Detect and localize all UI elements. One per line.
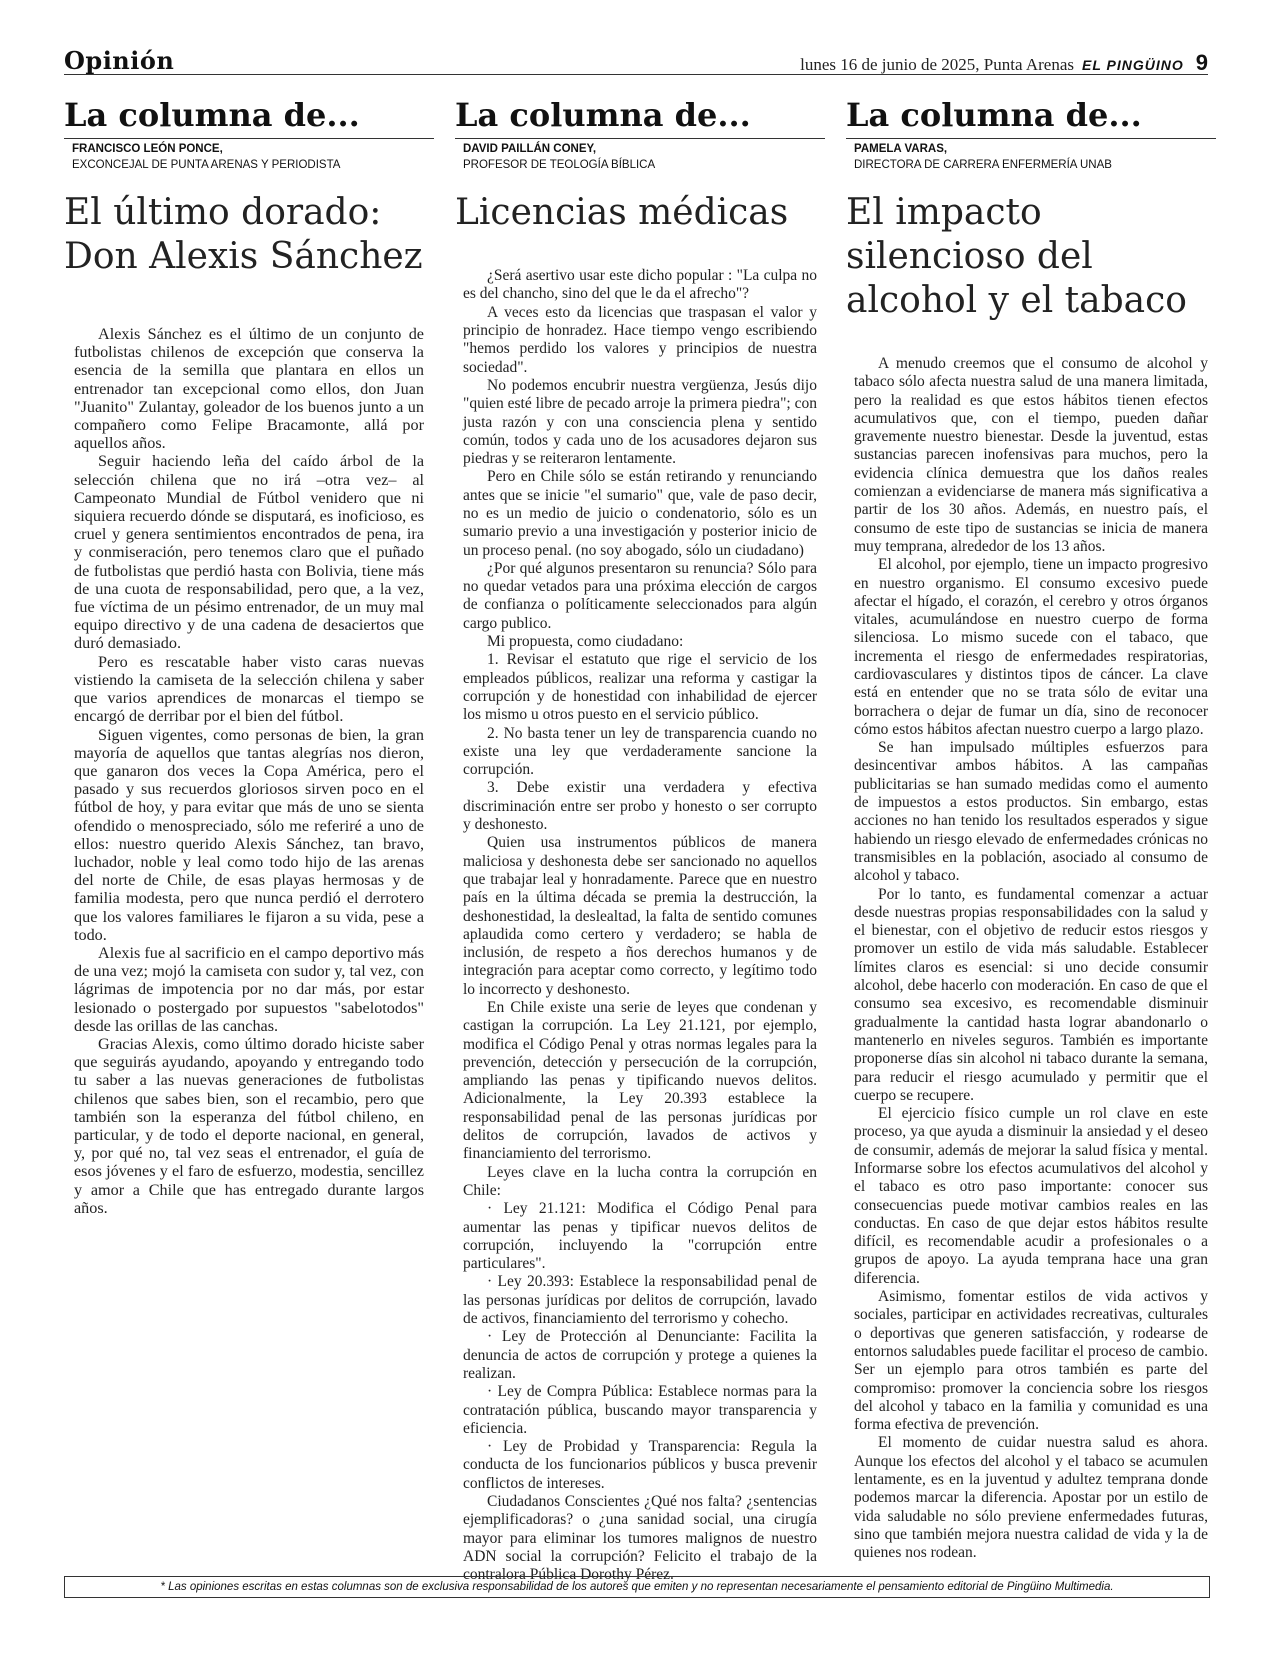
column-varas (846, 98, 1216, 1563)
article-paragraph: Siguen vigentes, como personas de bien, la gran mayoría de aquellos que tantas alegrías nos dieron, que ganaron dos veces la Copa América, pero el pasado y sus recuerdos gloriosos sirven poco en el fútbol de hoy, y para evitar que más de uno se sienta ofendido o menospreciado, sólo me referiré a uno de ellos: nuestro querido Alexis Sánchez, tan bravo, luchador, noble y leal como todo hijo de las arenas del norte de Chile, de esas playas hermosas y de familia modesta, pero que nunca perdió el derrotero que los valores familiares le fijaron a su vida, pese a todo. (74, 725, 424, 944)
byline (455, 142, 825, 173)
header-meta (800, 50, 1208, 76)
author-name: PAMELA VARAS, (854, 143, 948, 156)
disclaimer-footer: * Las opiniones escritas en estas columnas son de exclusiva responsabilidad de los autores que emiten y no representan necesariamente el pensamiento editorial de Pingüino Multimedia. (64, 1576, 1210, 1598)
article-paragraph: El ejercicio físico cumple un rol clave en este proceso, ya que ayuda a disminuir la ansiedad y el deseo de consumir, además de mejorar la salud física y mental. Informarse sobre los efectos acumulativos del alcohol y el tabaco es otro paso importante: conocer sus consecuencias puede motivar cambios reales en las conductas. En caso de que dejar estos hábitos resulte difícil, es recomendable acudir a profesionales o a grupos de apoyo. La ayuda temprana hace una gran diferencia. (854, 1105, 1208, 1287)
article-body (455, 267, 825, 1584)
byline (846, 142, 1216, 173)
issue-date: lunes 16 de junio de 2025, Punta Arenas (800, 55, 1074, 74)
author-name: DAVID PAILLÁN CONEY, (463, 143, 597, 156)
article-paragraph: Se han impulsado múltiples esfuerzos para desincentivar ambos hábitos. A las campañas publicitarias se han sumado medidas como el aumento de impuestos a estos productos. Sin embargo, estas acciones no han tenido los resultados esperados y sigue habiendo un riesgo elevado de enfermedades crónicas no transmisibles en la población, asociado al consumo de alcohol y tabaco. (854, 739, 1208, 885)
author-name: FRANCISCO LEÓN PONCE, (72, 143, 223, 156)
article-paragraph: 2. No basta tener un ley de transparencia cuando no existe una ley que verdaderamente sancione la corrupción. (463, 724, 817, 779)
article-paragraph: Pero es rescatable haber visto caras nuevas vistiendo la camiseta de la selección chilena y saber que varios aprendices de monarcas el tiempo se encargó de derribar por el bien del fútbol. (74, 652, 424, 726)
column-kicker: La columna de... (64, 98, 434, 139)
section-title: Opinión (64, 46, 175, 75)
article-paragraph: Gracias Alexis, como último dorado hiciste saber que seguirás ayudando, apoyando y entregando todo tu saber a las nuevas generaciones de futbolistas chilenos que sabes bien, son el recambio, pero que también son la esperanza del fútbol chileno, en particular, y de todo el deporte nacional, en general, y, por qué no, tal vez seas el entrenador, el guía de esos jóvenes y el faro de esfuerzo, modestia, sencillez y amor a Chile que has entregado durante largos años. (74, 1034, 424, 1217)
author-role: EXCONCEJAL DE PUNTA ARENAS Y PERIODISTA (72, 158, 341, 171)
author-role: DIRECTORA DE CARRERA ENFERMERÍA UNAB (854, 158, 1112, 171)
article-headline: El impacto silencioso del alcohol y el tabaco (846, 192, 1187, 322)
article-paragraph: Ciudadanos Conscientes ¿Qué nos falta? ¿sentencias ejemplificadoras? o ¿una sanidad social, una cirugía mayor para eliminar los tumores malignos de nuestro ADN social la corrupción? Felicito el trabajo de la contralora Pública Dorothy Pérez. (463, 1493, 817, 1584)
byline (64, 142, 434, 173)
article-paragraph: A veces esto da licencias que traspasan el valor y principio de honradez. Hace tiempo vengo escribiendo "hemos perdido los valores y principios de nuestra sociedad". (463, 303, 817, 376)
article-paragraph: A menudo creemos que el consumo de alcohol y tabaco sólo afecta nuestra salud de una manera limitada, pero la realidad es que estos hábitos tienen efectos acumulativos que, con el tiempo, pueden dañar gravemente nuestro bienestar. Desde la juventud, estas sustancias parecen inofensivas para muchos, pero la evidencia clínica demuestra que los daños reales comienzan a evidenciarse de manera más significativa a partir de los 30 años. Además, en nuestro país, el consumo de este tipo de sustancias se inicia de manera muy temprana, alrededor de los 13 años. (854, 354, 1208, 555)
article-paragraph: El alcohol, por ejemplo, tiene un impacto progresivo en nuestro organismo. El consumo excesivo puede afectar el hígado, el corazón, el cerebro y otros órganos vitales, acumulándose en nuestro cuerpo de forma silenciosa. Lo mismo sucede con el tabaco, que incrementa el riesgo de enfermedades respiratorias, cardiovasculares y distintos tipos de cáncer. La clave está en entender que no se trata sólo de evitar una borrachera o dejar de fumar un día, sino de reconocer cómo estos hábitos afectan nuestro cuerpo a largo plazo. (854, 556, 1208, 738)
article-paragraph: El momento de cuidar nuestra salud es ahora. Aunque los efectos del alcohol y el tabaco se acumulen lentamente, es en la juventud y adultez temprana donde podemos marcar la diferencia. Apostar por un estilo de vida saludable no sólo previene enfermedades futuras, sino que también mejora nuestra calidad de vida y la de quienes nos rodean. (854, 1434, 1208, 1562)
article-paragraph: Mi propuesta, como ciudadano: (487, 633, 684, 651)
author-role: PROFESOR DE TEOLOGÍA BÍBLICA (463, 158, 656, 171)
article-paragraph: ¿Será asertivo usar este dicho popular : "La culpa no es del chancho, sino del que le da el afrecho"? (463, 267, 817, 303)
article-paragraph: Pero en Chile sólo se están retirando y renunciando antes que se inicie "el sumario" que, vale de paso decir, no es un medio de juicio o condenatorio, sólo es un sumario previo a una investigación y posterior inicio de un proceso penal. (no soy abogado, sólo un ciudadano) (463, 468, 817, 559)
article-paragraph: ¿Por qué algunos presentaron su renuncia? Sólo para no quedar vetados para una próxima elección de cargos de confianza o políticamente seleccionados para algún cargo publico. (463, 559, 817, 632)
article-body (64, 325, 434, 1217)
article-paragraph: · Ley 21.121: Modifica el Código Penal para aumentar las penas y tipificar nuevos delitos de corrupción, incluyendo la "corrupción entre particulares". (463, 1200, 817, 1273)
article-headline: Licencias médicas (455, 192, 789, 234)
page-number: 9 (1195, 50, 1208, 75)
article-paragraph: · Ley de Protección al Denunciante: Facilita la denuncia de actos de corrupción y protege a quienes la realizan. (463, 1328, 817, 1382)
article-paragraph: 1. Revisar el estatuto que rige el servicio de los empleados públicos, realizar una reforma y castigar la corrupción y de honestidad con inhabilidad de ejercer los mismo u otros puesto en el servicio público. (463, 651, 817, 724)
article-body (846, 355, 1216, 1563)
article-paragraph: Alexis fue al sacrificio en el campo deportivo más de una vez; mojó la camiseta con sudor y, tal vez, con lágrimas de impotencia por no dar más, por estar lesionado o postergado por supuestos "sabelotodos" desde las orillas de las canchas. (74, 943, 424, 1035)
newspaper-logo: EL PINGÜINO (1081, 57, 1184, 73)
article-paragraph: Por lo tanto, es fundamental comenzar a actuar desde nuestras propias responsabilidades con la salud y el bienestar, con el objetivo de reducir estos riesgos y promover un estilo de vida más saludable. Establecer límites claros es esencial: si uno decide consumir alcohol, debe hacerlo con moderación. En caso de que el consumo sea excesivo, es recomendable disminuir gradualmente la cantidad hasta lograr abandonarlo o mantenerlo en niveles seguros. También es importante proponerse días sin alcohol ni tabaco durante la semana, para reducir el riesgo acumulado y permitir que el cuerpo se recupere. (854, 885, 1208, 1104)
article-paragraph: Seguir haciendo leña del caído árbol de la selección chilena que no irá –otra vez– al Campeonato Mundial de Fútbol venidero que ni siquiera recuerdo dónde se disputará, es inoficioso, es cruel y genera sentimientos encontrados de pena, ira y conmiseración, pero tenemos claro que el puñado de futbolistas que perdió hasta con Bolivia, tiene más de una cuota de responsabilidad, pero que, a la vez, fue víctima de un pésimo entrenador, de un muy mal equipo directivo y de una cadena de desaciertos que duró demasiado. (74, 452, 424, 653)
article-paragraph: Asimismo, fomentar estilos de vida activos y sociales, participar en actividades recreativas, culturales o deportivas que generen satisfacción, y rodearse de entornos saludables puede facilitar el proceso de cambio. Ser un ejemplo para otros también es parte del compromiso: promover la conciencia sobre los riesgos del alcohol y tabaco en la familia y comunidad es una forma efectiva de prevención. (854, 1288, 1208, 1434)
article-paragraph: · Ley de Probidad y Transparencia: Regula la conducta de los funcionarios públicos y busca prevenir conflictos de intereses. (463, 1438, 817, 1492)
article-paragraph: No podemos encubrir nuestra vergüenza, Jesús dijo "quien esté libre de pecado arroje la primera piedra"; con justa razón y con una consciencia plena y sentido común, todos y cada uno de los acusadores dejaron sus piedras y se reiteraron lentamente. (463, 376, 817, 468)
column-kicker: La columna de... (846, 98, 1216, 139)
article-paragraph: En Chile existe una serie de leyes que condenan y castigan la corrupción. La Ley 21.121, por ejemplo, modifica el Código Penal y otras normas legales para la prevención, detección y persecución de la corrupción, ampliando las penas y tipificando nuevos delitos. Adicionalmente, la Ley 20.393 establece la responsabilidad penal de las personas jurídicas por delitos de corrupción, lavados de activos y financiamiento del terrorismo. (463, 999, 817, 1163)
column-kicker: La columna de... (455, 98, 825, 139)
column-leon (64, 98, 434, 1217)
article-paragraph: Alexis Sánchez es el último de un conjunto de futbolistas chilenos de excepción que conserva la esencia de la semilla que plantara en ellos un entrenador tan excepcional como ellos, don Juan "Juanito" Zulantay, goleador de los buenos junto a un compañero como Felipe Bracamonte, allá por aquellos años. (74, 325, 424, 453)
article-paragraph: · Ley 20.393: Establece la responsabilidad penal de las personas jurídicas por delitos de corrupción, lavado de activos, financiamiento del terrorismo y cohecho. (463, 1273, 817, 1328)
article-paragraph: Quien usa instrumentos públicos de manera maliciosa y deshonesta debe ser sancionado no aquellos que trabajar leal y honradamente. Parece que en nuestro país en la última década se premia la destrucción, la deshonestidad, la deslealtad, la falta de sentido comunes aplaudida como certero y verdadero; se habla de inclusión, de respeto a ños derechos humanos y de integración para aceptar como correcto, y legítimo todo lo incorrecto y deshonesto. (463, 834, 817, 998)
article-paragraph: 3. Debe existir una verdadera y efectiva discriminación entre ser probo y honesto o ser corrupto y deshonesto. (463, 779, 817, 834)
article-headline: El último dorado: Don Alexis Sánchez (64, 192, 423, 278)
article-paragraph: · Ley de Compra Pública: Establece normas para la contratación pública, buscando mayor transparencia y eficiencia. (463, 1383, 817, 1437)
article-paragraph: Leyes clave en la lucha contra la corrupción en Chile: (463, 1163, 817, 1199)
column-paillan (455, 98, 825, 1585)
page-header (64, 46, 1208, 75)
